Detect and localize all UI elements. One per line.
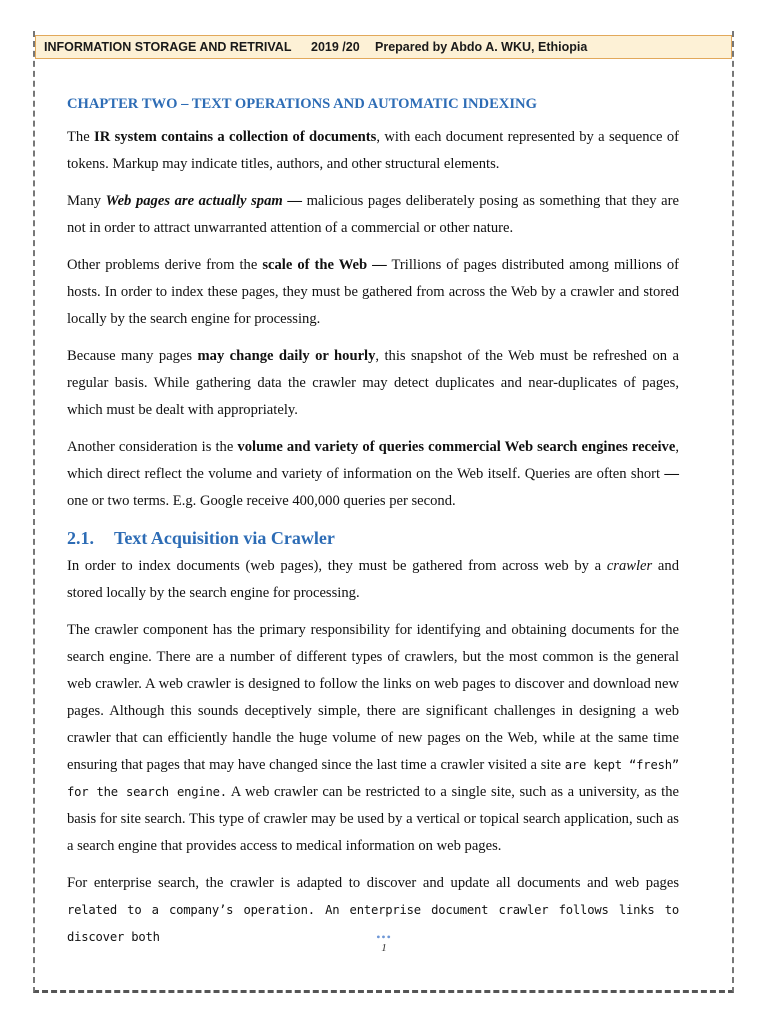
em-dash: — [282,193,302,209]
bold-italic-phrase: Web pages are actually spam [105,193,283,209]
footer-dots: ••• [376,930,392,944]
text-run: For enterprise search, the crawler is adapted to discover and update all documents and web pages [67,875,679,891]
header-year: 2019 /20 [311,40,360,54]
em-dash: — [664,466,679,482]
text-run: The [67,129,95,145]
paragraph-change [67,343,679,424]
text-run: In order to index documents (web pages), they must be gathered from across web by a [67,558,607,574]
document-body [67,92,679,961]
text-run: A web crawler can be restricted to a single site, such as a university, as the basis for site search. This type of crawler may be used by a vertical or topical search application, such as a search engine that provides access to medical information on web pages. [67,784,679,854]
italic-term: crawler [606,558,653,574]
text-run: Trillions of pages distributed among millions of hosts. In order to index these pages, they must be gathered from across the Web by a crawler and stored locally by the search engine for processing. [67,257,679,327]
running-header [35,35,732,59]
bold-phrase: volume and variety of queries commercial Web search engines receive [237,439,676,455]
bold-phrase: may change daily or hourly [197,348,376,364]
text-run: , which direct reflect the volume and variety of information on the Web itself. Queries are often short [67,439,679,482]
page-footer [0,932,768,954]
text-run: Other problems derive from the [67,257,263,273]
text-run: The crawler component has the primary responsibility for identifying and obtaining documents for the search engine. There are a number of different types of crawlers, but the most common is the general web crawler. A web crawler is designed to follow the links on web pages to discover and download new pages. Although this sounds deceptively simple, there are significant challenges in designing a web crawler that can efficiently handle the huge volume of new pages on the Web, while at the same time ensuring that pages that may have changed since the last time a crawler visited a site [67,622,679,773]
section-heading [67,525,679,551]
text-run: and stored locally by the search engine for processing. [67,558,679,601]
page-number: 1 [381,942,387,954]
bold-phrase: scale of the Web — [262,257,387,273]
text-run: , this snapshot of the Web must be refreshed on a regular basis. While gathering data the crawler may detect duplicates and near-duplicates of pages, which must be dealt with appropriately. [67,348,679,418]
text-run: malicious pages deliberately posing as something that they are not in order to attract unwarranted attention of a commercial or other nature. [67,193,679,236]
bold-phrase: IR system contains a collection of documents [94,129,377,145]
paragraph-index-documents [67,553,679,607]
monospace-run: related to a company’s operation. An enterprise document crawler follows links to discover both [67,903,679,944]
paragraph-queries [67,434,679,515]
header-course: INFORMATION STORAGE AND RETRIVAL [44,40,292,54]
text-run: Many [67,193,106,209]
paragraph-crawler-component [67,617,679,860]
section-title: Text Acquisition via Crawler [114,528,335,548]
chapter-title: CHAPTER TWO – TEXT OPERATIONS AND AUTOMATIC INDEXING [67,96,537,112]
monospace-run: are kept “fresh” for the search engine. [67,758,679,799]
paragraph-scale [67,252,679,333]
header-author: Prepared by Abdo A. WKU, Ethiopia [375,40,588,54]
paragraph-spam [67,188,679,242]
paragraph-ir-system [67,124,679,178]
text-run: one or two terms. E.g. Google receive 400,000 queries per second. [67,493,456,509]
text-run: , with each document represented by a sequence of tokens. Markup may indicate titles, authors, and other structural elements. [67,129,679,172]
text-run: Because many pages [67,348,198,364]
section-number: 2.1. [67,528,94,548]
text-run: Another consideration is the [67,439,238,455]
